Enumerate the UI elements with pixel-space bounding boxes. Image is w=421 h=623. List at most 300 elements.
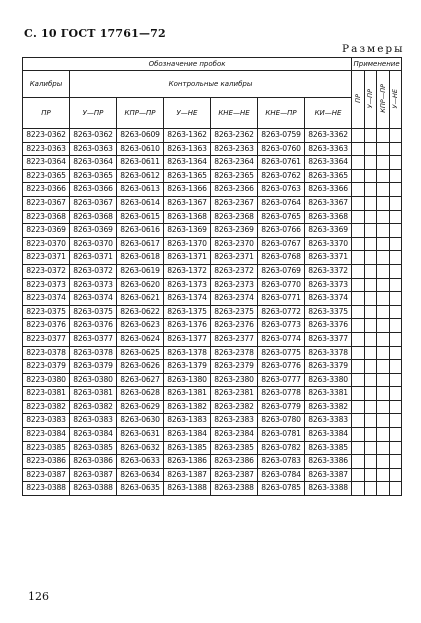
table-cell: 8263-0618 bbox=[117, 251, 164, 265]
table-cell: 8263-2384 bbox=[211, 428, 258, 442]
application-cell bbox=[352, 183, 365, 197]
table-row bbox=[23, 196, 402, 210]
table-cell: 8263-0616 bbox=[117, 224, 164, 238]
table-cell: 8263-3383 bbox=[305, 414, 352, 428]
table-cell: 8223-0374 bbox=[23, 292, 70, 306]
application-cell bbox=[377, 482, 390, 496]
table-cell: 8223-0385 bbox=[23, 441, 70, 455]
table-cell: 8263-2372 bbox=[211, 264, 258, 278]
table-cell: 8263-0615 bbox=[117, 210, 164, 224]
table-row bbox=[23, 441, 402, 455]
table-cell: 8263-2387 bbox=[211, 468, 258, 482]
table-cell: 8263-3362 bbox=[305, 129, 352, 143]
application-cell bbox=[352, 278, 365, 292]
table-cell: 8223-0364 bbox=[23, 156, 70, 170]
table-cell: 8263-0631 bbox=[117, 428, 164, 442]
table-row bbox=[23, 400, 402, 414]
app-col-header: У—НЕ bbox=[389, 71, 402, 129]
app-col-header: ПР bbox=[352, 71, 365, 129]
table-cell: 8223-0371 bbox=[23, 251, 70, 265]
table-cell: 8263-0371 bbox=[70, 251, 117, 265]
designation-table-container bbox=[22, 57, 401, 496]
application-cell bbox=[389, 169, 402, 183]
table-cell: 8263-3363 bbox=[305, 142, 352, 156]
application-cell bbox=[352, 196, 365, 210]
table-cell: 8263-1372 bbox=[164, 264, 211, 278]
application-cell bbox=[377, 319, 390, 333]
application-cell bbox=[364, 129, 377, 143]
table-cell: 8263-0774 bbox=[258, 332, 305, 346]
application-cell bbox=[352, 373, 365, 387]
application-cell bbox=[389, 196, 402, 210]
table-cell: 8263-0776 bbox=[258, 360, 305, 374]
table-body bbox=[23, 129, 402, 496]
application-cell bbox=[377, 414, 390, 428]
table-cell: 8263-0627 bbox=[117, 373, 164, 387]
table-cell: 8263-2377 bbox=[211, 332, 258, 346]
application-cell bbox=[377, 183, 390, 197]
table-cell: 8263-2373 bbox=[211, 278, 258, 292]
application-cell bbox=[389, 455, 402, 469]
application-cell bbox=[364, 373, 377, 387]
table-row bbox=[23, 468, 402, 482]
application-cell bbox=[389, 441, 402, 455]
table-row bbox=[23, 142, 402, 156]
table-row bbox=[23, 414, 402, 428]
application-cell bbox=[389, 210, 402, 224]
table-cell: 8263-0625 bbox=[117, 346, 164, 360]
application-cell bbox=[352, 305, 365, 319]
table-cell: 8223-0377 bbox=[23, 332, 70, 346]
application-cell bbox=[364, 142, 377, 156]
application-cell bbox=[377, 373, 390, 387]
table-cell: 8263-3371 bbox=[305, 251, 352, 265]
table-cell: 8263-0780 bbox=[258, 414, 305, 428]
application-cell bbox=[389, 251, 402, 265]
table-cell: 8263-1384 bbox=[164, 428, 211, 442]
table-cell: 8263-3388 bbox=[305, 482, 352, 496]
table-cell: 8263-0378 bbox=[70, 346, 117, 360]
application-cell bbox=[377, 441, 390, 455]
table-cell: 8263-2374 bbox=[211, 292, 258, 306]
table-cell: 8263-2371 bbox=[211, 251, 258, 265]
column-header: У—ПР bbox=[70, 98, 117, 129]
table-cell: 8223-0366 bbox=[23, 183, 70, 197]
application-cell bbox=[377, 332, 390, 346]
application-cell bbox=[377, 360, 390, 374]
application-cell bbox=[377, 455, 390, 469]
table-cell: 8223-0362 bbox=[23, 129, 70, 143]
table-row bbox=[23, 482, 402, 496]
table-cell: 8263-0782 bbox=[258, 441, 305, 455]
table-cell: 8263-0772 bbox=[258, 305, 305, 319]
table-cell: 8263-0777 bbox=[258, 373, 305, 387]
page-number: 126 bbox=[28, 590, 49, 603]
table-cell: 8263-3373 bbox=[305, 278, 352, 292]
application-cell bbox=[364, 156, 377, 170]
table-row bbox=[23, 360, 402, 374]
application-cell bbox=[364, 400, 377, 414]
table-cell: 8263-1380 bbox=[164, 373, 211, 387]
application-cell bbox=[364, 196, 377, 210]
table-cell: 8263-1381 bbox=[164, 387, 211, 401]
application-cell bbox=[377, 210, 390, 224]
table-cell: 8223-0363 bbox=[23, 142, 70, 156]
column-header: КНЕ—НЕ bbox=[211, 98, 258, 129]
table-cell: 8263-1367 bbox=[164, 196, 211, 210]
column-header: КПР—ПР bbox=[117, 98, 164, 129]
application-cell bbox=[377, 224, 390, 238]
table-cell: 8263-0387 bbox=[70, 468, 117, 482]
table-cell: 8263-1379 bbox=[164, 360, 211, 374]
application-cell bbox=[389, 264, 402, 278]
table-cell: 8263-0362 bbox=[70, 129, 117, 143]
application-cell bbox=[352, 292, 365, 306]
application-cell bbox=[352, 210, 365, 224]
table-cell: 8263-0364 bbox=[70, 156, 117, 170]
table-cell: 8223-0376 bbox=[23, 319, 70, 333]
application-cell bbox=[352, 224, 365, 238]
application-cell bbox=[377, 292, 390, 306]
application-cell bbox=[364, 332, 377, 346]
table-cell: 8263-1388 bbox=[164, 482, 211, 496]
application-cell bbox=[389, 468, 402, 482]
table-cell: 8263-3375 bbox=[305, 305, 352, 319]
application-cell bbox=[389, 183, 402, 197]
table-cell: 8263-0622 bbox=[117, 305, 164, 319]
application-cell bbox=[389, 305, 402, 319]
table-row bbox=[23, 210, 402, 224]
table-cell: 8263-0759 bbox=[258, 129, 305, 143]
table-cell: 8263-1364 bbox=[164, 156, 211, 170]
table-cell: 8223-0373 bbox=[23, 278, 70, 292]
table-cell: 8263-3376 bbox=[305, 319, 352, 333]
application-cell bbox=[377, 251, 390, 265]
application-cell bbox=[352, 414, 365, 428]
application-cell bbox=[352, 237, 365, 251]
column-header: ПР bbox=[23, 98, 70, 129]
table-row bbox=[23, 455, 402, 469]
table-cell: 8223-0386 bbox=[23, 455, 70, 469]
table-cell: 8263-0778 bbox=[258, 387, 305, 401]
application-cell bbox=[352, 332, 365, 346]
table-cell: 8263-0379 bbox=[70, 360, 117, 374]
application-cell bbox=[364, 455, 377, 469]
application-cell bbox=[352, 360, 365, 374]
application-cell bbox=[377, 346, 390, 360]
application-cell bbox=[352, 251, 365, 265]
table-cell: 8263-3374 bbox=[305, 292, 352, 306]
table-cell: 8263-0380 bbox=[70, 373, 117, 387]
application-cell bbox=[389, 428, 402, 442]
table-cell: 8263-2388 bbox=[211, 482, 258, 496]
table-cell: 8263-0766 bbox=[258, 224, 305, 238]
table-cell: 8263-2364 bbox=[211, 156, 258, 170]
table-row bbox=[23, 346, 402, 360]
table-cell: 8263-2379 bbox=[211, 360, 258, 374]
application-cell bbox=[389, 278, 402, 292]
table-cell: 8263-0386 bbox=[70, 455, 117, 469]
table-cell: 8263-0769 bbox=[258, 264, 305, 278]
table-cell: 8263-2363 bbox=[211, 142, 258, 156]
table-cell: 8263-0612 bbox=[117, 169, 164, 183]
table-cell: 8263-2378 bbox=[211, 346, 258, 360]
application-cell bbox=[377, 387, 390, 401]
table-cell: 8263-0609 bbox=[117, 129, 164, 143]
table-row bbox=[23, 156, 402, 170]
application-cell bbox=[389, 237, 402, 251]
table-cell: 8263-0384 bbox=[70, 428, 117, 442]
application-cell bbox=[389, 156, 402, 170]
table-cell: 8223-0380 bbox=[23, 373, 70, 387]
application-cell bbox=[377, 305, 390, 319]
table-cell: 8263-2382 bbox=[211, 400, 258, 414]
application-cell bbox=[364, 414, 377, 428]
table-cell: 8223-0370 bbox=[23, 237, 70, 251]
table-row bbox=[23, 251, 402, 265]
table-cell: 8263-3366 bbox=[305, 183, 352, 197]
table-cell: 8263-0768 bbox=[258, 251, 305, 265]
table-cell: 8263-2381 bbox=[211, 387, 258, 401]
application-cell bbox=[364, 319, 377, 333]
table-cell: 8263-3367 bbox=[305, 196, 352, 210]
application-cell bbox=[352, 428, 365, 442]
table-cell: 8263-1363 bbox=[164, 142, 211, 156]
designation-table bbox=[22, 57, 402, 496]
application-cell bbox=[352, 468, 365, 482]
application-cell bbox=[352, 482, 365, 496]
application-cell bbox=[352, 400, 365, 414]
application-cell bbox=[364, 292, 377, 306]
table-cell: 8263-0385 bbox=[70, 441, 117, 455]
table-row bbox=[23, 292, 402, 306]
application-cell bbox=[364, 169, 377, 183]
table-cell: 8263-3368 bbox=[305, 210, 352, 224]
application-cell bbox=[377, 468, 390, 482]
table-cell: 8263-1371 bbox=[164, 251, 211, 265]
table-cell: 8263-1382 bbox=[164, 400, 211, 414]
table-cell: 8263-0634 bbox=[117, 468, 164, 482]
sizes-label: Размеры bbox=[342, 43, 405, 55]
table-cell: 8263-2380 bbox=[211, 373, 258, 387]
table-cell: 8263-0770 bbox=[258, 278, 305, 292]
application-cell bbox=[377, 169, 390, 183]
application-cell bbox=[377, 400, 390, 414]
table-cell: 8263-0376 bbox=[70, 319, 117, 333]
table-cell: 8263-1377 bbox=[164, 332, 211, 346]
application-cell bbox=[352, 142, 365, 156]
table-cell: 8263-0765 bbox=[258, 210, 305, 224]
application-cell bbox=[377, 156, 390, 170]
table-cell: 8263-0764 bbox=[258, 196, 305, 210]
table-cell: 8263-0771 bbox=[258, 292, 305, 306]
application-cell bbox=[364, 224, 377, 238]
table-cell: 8263-0632 bbox=[117, 441, 164, 455]
control-calibers-header: Контрольные калибры bbox=[70, 71, 352, 98]
application-cell bbox=[389, 224, 402, 238]
table-cell: 8263-0374 bbox=[70, 292, 117, 306]
table-cell: 8263-0363 bbox=[70, 142, 117, 156]
application-cell bbox=[377, 142, 390, 156]
table-cell: 8263-0383 bbox=[70, 414, 117, 428]
table-cell: 8263-0781 bbox=[258, 428, 305, 442]
table-cell: 8263-1387 bbox=[164, 468, 211, 482]
table-cell: 8263-1385 bbox=[164, 441, 211, 455]
table-cell: 8263-0381 bbox=[70, 387, 117, 401]
application-cell bbox=[377, 264, 390, 278]
table-cell: 8263-0614 bbox=[117, 196, 164, 210]
table-cell: 8263-0761 bbox=[258, 156, 305, 170]
table-cell: 8223-0381 bbox=[23, 387, 70, 401]
table-cell: 8263-3372 bbox=[305, 264, 352, 278]
table-cell: 8263-0368 bbox=[70, 210, 117, 224]
application-cell bbox=[352, 346, 365, 360]
table-cell: 8223-0378 bbox=[23, 346, 70, 360]
application-cell bbox=[377, 129, 390, 143]
table-cell: 8263-0783 bbox=[258, 455, 305, 469]
group-header: Обозначение пробок bbox=[23, 58, 352, 71]
application-cell bbox=[389, 292, 402, 306]
table-cell: 8263-2375 bbox=[211, 305, 258, 319]
table-cell: 8263-0635 bbox=[117, 482, 164, 496]
application-cell bbox=[352, 129, 365, 143]
table-cell: 8263-3384 bbox=[305, 428, 352, 442]
table-cell: 8263-0779 bbox=[258, 400, 305, 414]
table-cell: 8263-0619 bbox=[117, 264, 164, 278]
application-header: Применение bbox=[352, 58, 402, 71]
table-cell: 8263-0365 bbox=[70, 169, 117, 183]
table-row bbox=[23, 224, 402, 238]
table-cell: 8263-0377 bbox=[70, 332, 117, 346]
table-cell: 8263-0633 bbox=[117, 455, 164, 469]
application-cell bbox=[364, 210, 377, 224]
table-cell: 8263-3379 bbox=[305, 360, 352, 374]
application-cell bbox=[389, 387, 402, 401]
table-cell: 8263-0621 bbox=[117, 292, 164, 306]
table-cell: 8223-0375 bbox=[23, 305, 70, 319]
table-cell: 8263-0367 bbox=[70, 196, 117, 210]
table-row bbox=[23, 264, 402, 278]
column-header: КНЕ—ПР bbox=[258, 98, 305, 129]
table-cell: 8263-2365 bbox=[211, 169, 258, 183]
table-cell: 8263-3387 bbox=[305, 468, 352, 482]
table-cell: 8263-2362 bbox=[211, 129, 258, 143]
table-cell: 8263-1373 bbox=[164, 278, 211, 292]
application-cell bbox=[352, 264, 365, 278]
table-cell: 8263-1386 bbox=[164, 455, 211, 469]
table-row bbox=[23, 278, 402, 292]
table-cell: 8223-0387 bbox=[23, 468, 70, 482]
table-cell: 8263-1375 bbox=[164, 305, 211, 319]
table-cell: 8263-2383 bbox=[211, 414, 258, 428]
application-cell bbox=[364, 387, 377, 401]
table-cell: 8263-2370 bbox=[211, 237, 258, 251]
table-cell: 8263-3380 bbox=[305, 373, 352, 387]
app-col-header: КПР—ПР bbox=[377, 71, 390, 129]
application-cell bbox=[364, 441, 377, 455]
table-cell: 8263-2386 bbox=[211, 455, 258, 469]
table-row bbox=[23, 237, 402, 251]
table-cell: 8223-0382 bbox=[23, 400, 70, 414]
table-cell: 8263-0767 bbox=[258, 237, 305, 251]
table-row bbox=[23, 387, 402, 401]
table-cell: 8263-3381 bbox=[305, 387, 352, 401]
application-cell bbox=[389, 142, 402, 156]
table-cell: 8263-0629 bbox=[117, 400, 164, 414]
table-cell: 8263-0785 bbox=[258, 482, 305, 496]
table-cell: 8263-0369 bbox=[70, 224, 117, 238]
application-cell bbox=[364, 251, 377, 265]
application-cell bbox=[389, 129, 402, 143]
application-cell bbox=[352, 156, 365, 170]
table-cell: 8263-0620 bbox=[117, 278, 164, 292]
application-cell bbox=[364, 468, 377, 482]
table-cell: 8263-0373 bbox=[70, 278, 117, 292]
page-header: С. 10 ГОСТ 17761—72 bbox=[24, 27, 166, 40]
application-cell bbox=[352, 169, 365, 183]
table-cell: 8263-2368 bbox=[211, 210, 258, 224]
application-cell bbox=[364, 346, 377, 360]
table-cell: 8263-0370 bbox=[70, 237, 117, 251]
table-cell: 8263-0762 bbox=[258, 169, 305, 183]
table-cell: 8263-0784 bbox=[258, 468, 305, 482]
application-cell bbox=[352, 387, 365, 401]
table-cell: 8263-0763 bbox=[258, 183, 305, 197]
table-row bbox=[23, 373, 402, 387]
table-cell: 8223-0383 bbox=[23, 414, 70, 428]
application-cell bbox=[364, 237, 377, 251]
table-cell: 8263-0372 bbox=[70, 264, 117, 278]
application-cell bbox=[364, 428, 377, 442]
application-cell bbox=[352, 455, 365, 469]
table-cell: 8263-1378 bbox=[164, 346, 211, 360]
table-cell: 8263-1370 bbox=[164, 237, 211, 251]
table-cell: 8263-3370 bbox=[305, 237, 352, 251]
table-cell: 8263-2369 bbox=[211, 224, 258, 238]
table-cell: 8223-0368 bbox=[23, 210, 70, 224]
table-cell: 8263-1362 bbox=[164, 129, 211, 143]
table-cell: 8263-1366 bbox=[164, 183, 211, 197]
application-cell bbox=[352, 319, 365, 333]
table-cell: 8263-0623 bbox=[117, 319, 164, 333]
table-cell: 8263-3364 bbox=[305, 156, 352, 170]
application-cell bbox=[389, 414, 402, 428]
application-cell bbox=[377, 278, 390, 292]
application-cell bbox=[364, 278, 377, 292]
table-cell: 8263-3369 bbox=[305, 224, 352, 238]
table-cell: 8263-0760 bbox=[258, 142, 305, 156]
table-cell: 8223-0367 bbox=[23, 196, 70, 210]
application-cell bbox=[377, 428, 390, 442]
table-cell: 8263-2376 bbox=[211, 319, 258, 333]
table-cell: 8263-0626 bbox=[117, 360, 164, 374]
table-cell: 8263-0610 bbox=[117, 142, 164, 156]
table-row bbox=[23, 332, 402, 346]
table-cell: 8263-2385 bbox=[211, 441, 258, 455]
table-cell: 8263-0628 bbox=[117, 387, 164, 401]
table-cell: 8223-0384 bbox=[23, 428, 70, 442]
table-row bbox=[23, 129, 402, 143]
column-header: У—НЕ bbox=[164, 98, 211, 129]
table-cell: 8263-1374 bbox=[164, 292, 211, 306]
app-col-header: У—ПР bbox=[364, 71, 377, 129]
table-cell: 8263-0611 bbox=[117, 156, 164, 170]
table-cell: 8263-2366 bbox=[211, 183, 258, 197]
table-cell: 8263-0617 bbox=[117, 237, 164, 251]
calibers-header: Калибры bbox=[23, 71, 70, 98]
application-cell bbox=[364, 183, 377, 197]
table-cell: 8263-1383 bbox=[164, 414, 211, 428]
